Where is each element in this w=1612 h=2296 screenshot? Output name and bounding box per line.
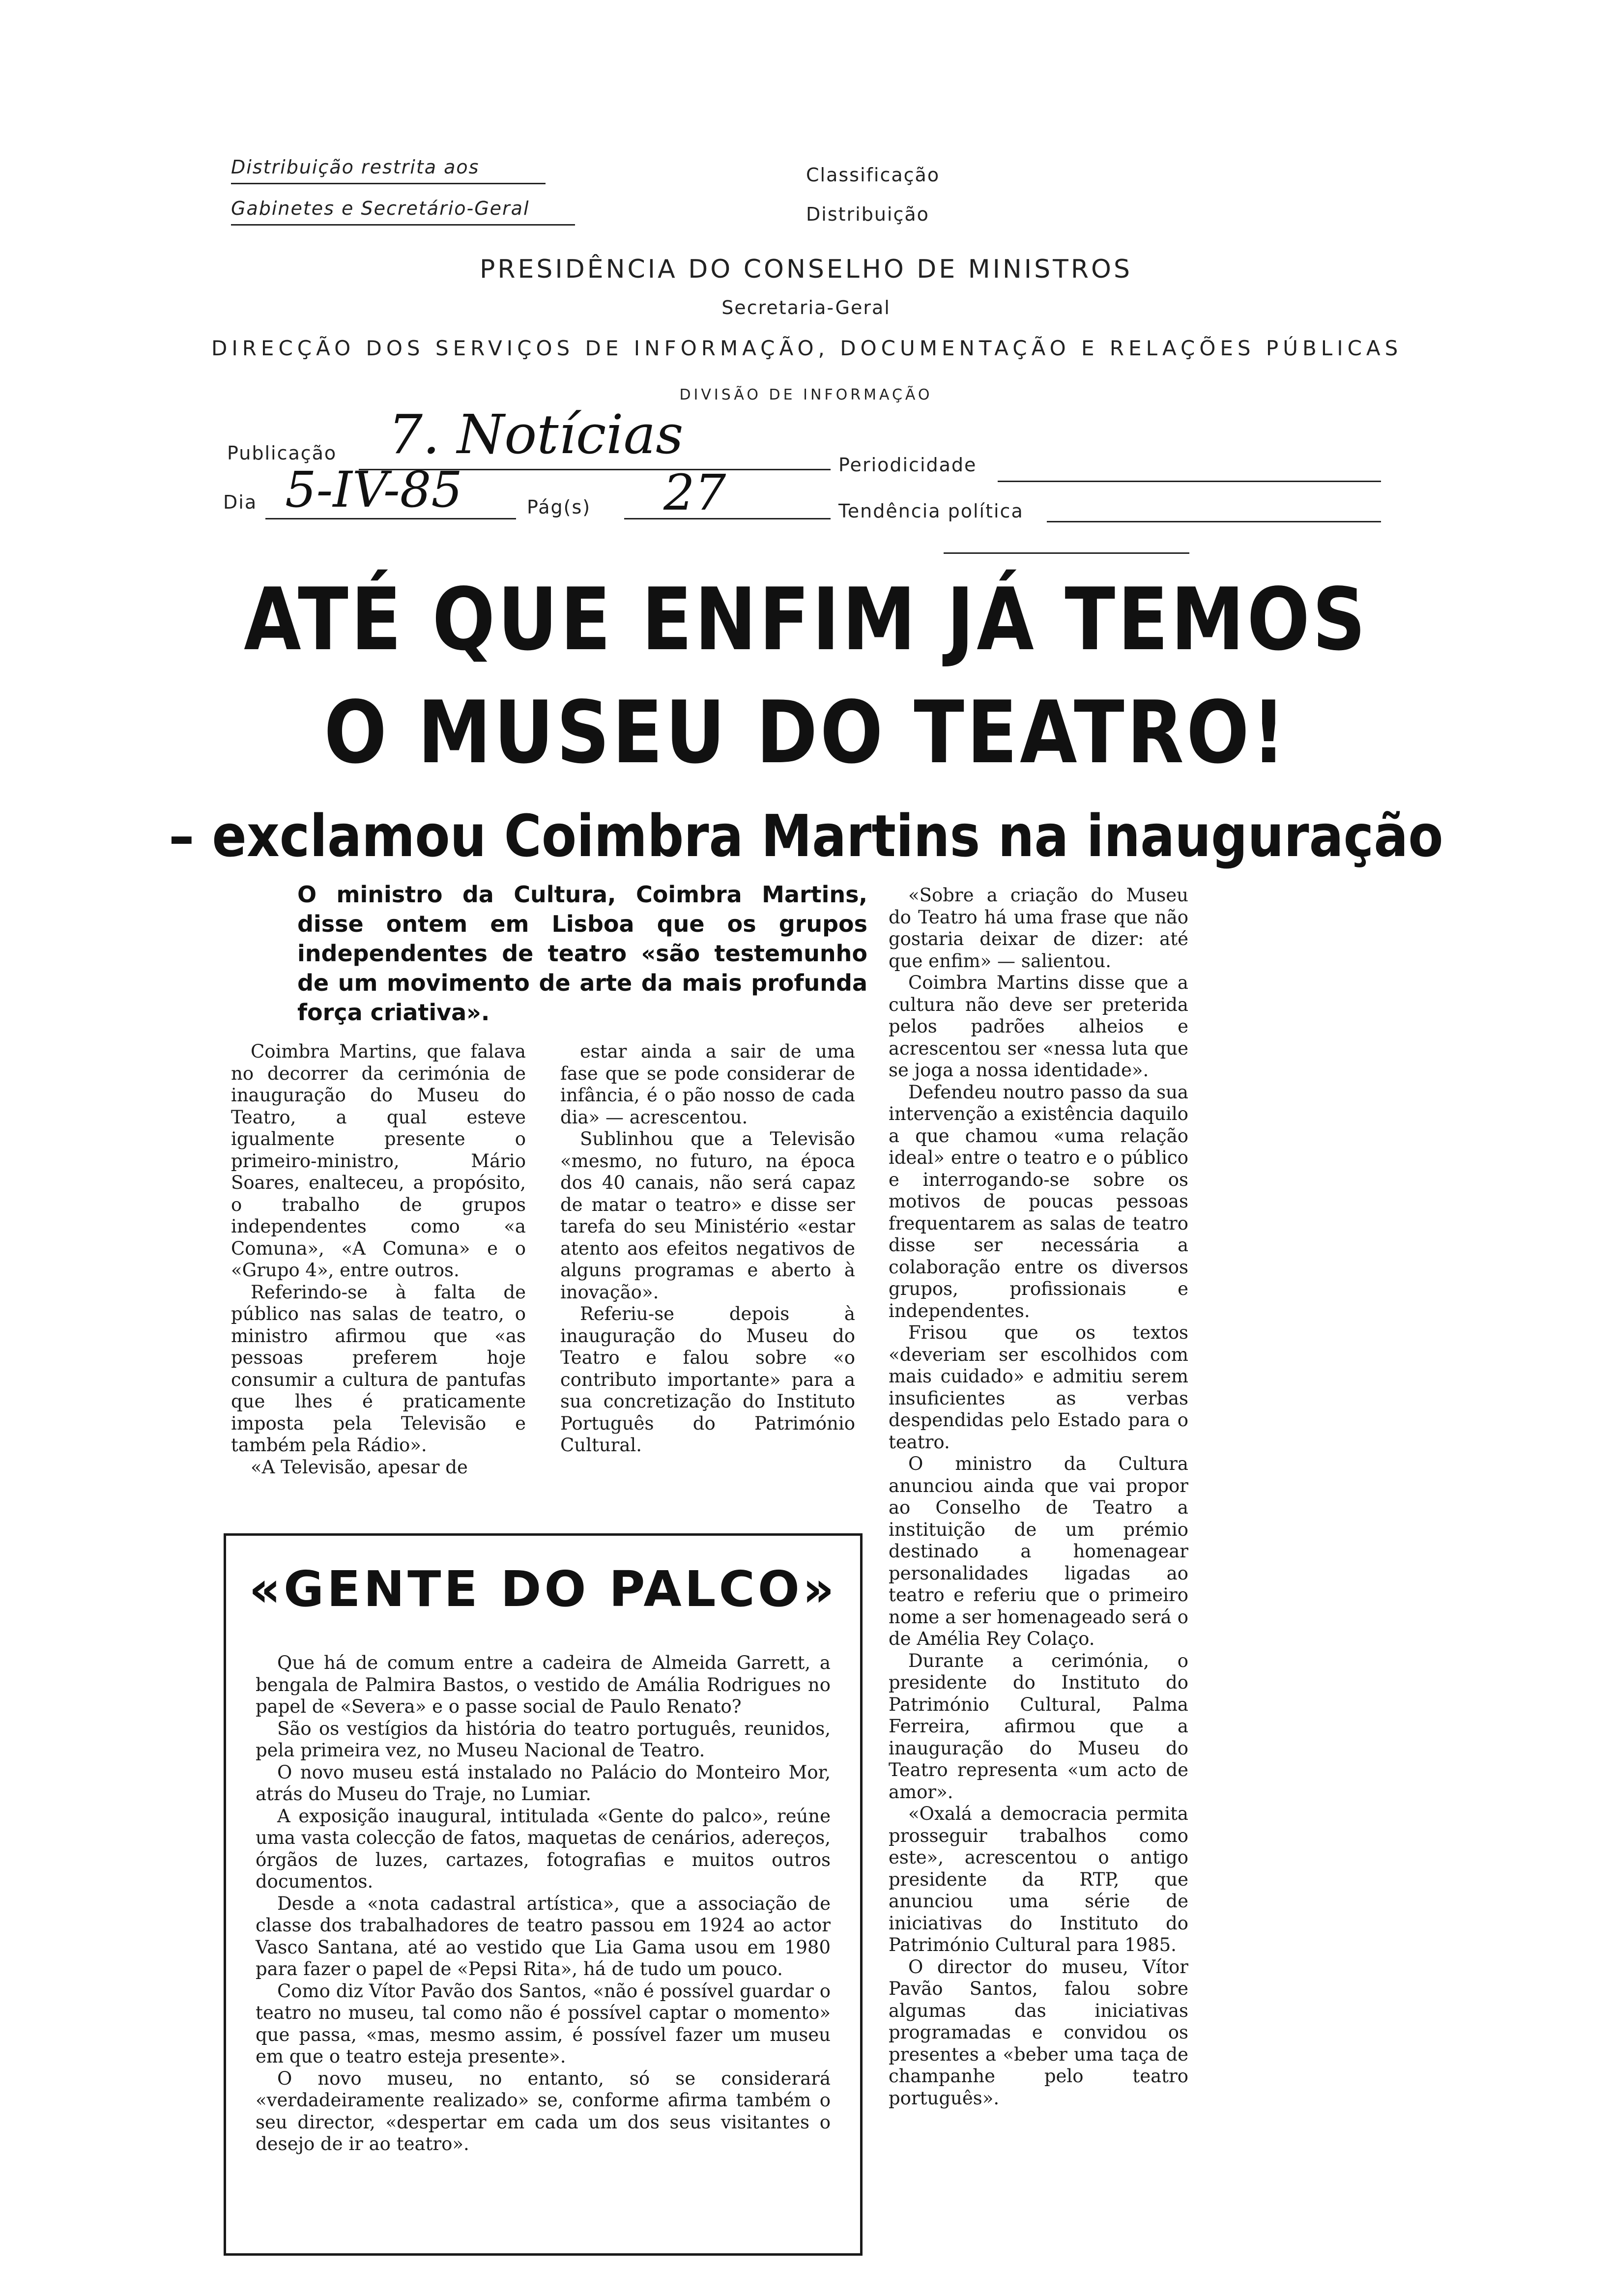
column-paragraph: Frisou que os textos «deveriam ser escolhidos com mais cuidado» e admitiu serem insuficientes as verbas despendidas pelo Estado para o teatro. [889, 1322, 1188, 1453]
pages-value: 27 [663, 464, 726, 521]
divider [944, 552, 1189, 554]
publication-label: Publicação [227, 442, 337, 464]
distribution-label: Distribuição [806, 203, 929, 225]
divider [231, 183, 546, 184]
institution-title: PRESIDÊNCIA DO CONSELHO DE MINISTROS [480, 255, 1132, 284]
sidebar-paragraph: Como diz Vítor Pavão dos Santos, «não é possível guardar o teatro no museu, tal como não é possível captar o momento» que passa, «mas, mesmo assim, é possível fazer um museu em que o teatro esteja presente». [256, 1980, 831, 2067]
sidebar-box [224, 1533, 863, 2256]
column-paragraph: «Sobre a criação do Museu do Teatro há uma frase que não gostaria deixar de dizer: até que enfim» — salientou. [889, 885, 1188, 972]
subheadline-text: – exclamou Coimbra Martins na inauguração [169, 802, 1443, 870]
sidebar-paragraph: A exposição inaugural, intitulada «Gente do palco», reúne uma vasta colecção de fatos, maquetas de cenários, adereços, órgãos de luzes, cartazes, fotografias e muitos outros documentos. [256, 1805, 831, 1892]
day-label: Dia [223, 491, 258, 513]
day-value: 5-IV-85 [285, 461, 462, 518]
column-paragraph: «Oxalá a democracia permita prosseguir trabalhos como este», acrescentou o antigo presidente da RTP, que anunciou uma série de iniciativas do Instituto do Património Cultural para 1985. [889, 1803, 1188, 1955]
publication-value: 7. Notícias [388, 403, 684, 466]
column-paragraph: O ministro da Cultura anunciou ainda que vai propor ao Conselho de Teatro a instituição de um prémio destinado a homenagear personalidades ligadas ao teatro e referiu que o primeiro nome a ser homenageado será o de Amélia Rey Colaço. [889, 1453, 1188, 1649]
sidebar-paragraph: O novo museu está instalado no Palácio do Monteiro Mor, atrás do Museu do Traje, no Lumiar. [256, 1761, 831, 1805]
column-paragraph: estar ainda a sair de uma fase que se pode considerar de infância, é o pão nosso de cada dia» — acrescentou. [560, 1041, 855, 1128]
sidebar-paragraph: O novo museu, no entanto, só se considerará «verdadeiramente realizado» se, conforme afirma também o seu director, «despertar em cada um dos seus visitantes o desejo de ir ao teatro». [256, 2067, 831, 2154]
column-paragraph: Referiu-se depois à inauguração do Museu do Teatro e falou sobre «o contributo importante» para a sua concretização do Instituto Português do Património Cultural. [560, 1303, 855, 1456]
lead-paragraph: O ministro da Cultura, Coimbra Martins, disse ontem em Lisboa que os grupos independentes de teatro «são testemunho de um movimento de arte da mais profunda força criativa». [297, 881, 867, 1026]
division: DIVISÃO DE INFORMAÇÃO [679, 386, 933, 403]
subheadline [0, 802, 1612, 870]
secretariat: Secretaria-Geral [721, 297, 891, 318]
political-tendency-label: Tendência política [838, 500, 1024, 522]
column-paragraph: Referindo-se à falta de público nas salas de teatro, o ministro afirmou que «as pessoas preferem hoje consumir a cultura de pantufas que lhes é praticamente imposta pela Televisão e também pela Rádio». [231, 1281, 526, 1456]
headline [0, 570, 1612, 670]
column-paragraph: Defendeu noutro passo da sua intervenção a existência daquilo a que chamou «uma relação ideal» entre o teatro e o público e interrogando-se sobre os motivos de poucas pessoas frequentarem as salas de teatro disse ser necessária a colaboração entre os diversos grupos, profissionais e independentes. [889, 1081, 1188, 1321]
sidebar-paragraph: Que há de comum entre a cadeira de Almeida Garrett, a bengala de Palmira Bastos, o vestido de Amália Rodrigues no papel de «Severa» e o passe social de Paulo Renato? [256, 1652, 831, 1717]
column-paragraph: «A Televisão, apesar de [251, 1456, 468, 1478]
periodicity-label: Periodicidade [838, 454, 977, 476]
political-tendency-line [1047, 521, 1381, 522]
column-paragraph: Coimbra Martins, que falava no decorrer da cerimónia de inauguração do Museu do Teatro, a qual esteve igualmente presente o primeiro-ministro, Mário Soares, enalteceu, a propósito, o trabalho de grupos independentes como «a Comuna», «A Comuna» e o «Grupo 4», entre outros. [231, 1041, 526, 1281]
column-paragraph: O director do museu, Vítor Pavão Santos, falou sobre algumas das iniciativas programadas e convidou os presentes a «beber uma taça de champanhe pelo teatro português». [889, 1956, 1188, 2109]
pages-line [624, 518, 831, 519]
directorate: DIRECÇÃO DOS SERVIÇOS DE INFORMAÇÃO, DOCUMENTAÇÃO E RELAÇÕES PÚBLICAS [211, 336, 1403, 360]
column-paragraph: Sublinhou que a Televisão «mesmo, no futuro, na época dos 40 canais, não será capaz de matar o teatro» e disse ser tarefa do seu Ministério «estar atento aos efeitos negativos de alguns programas e aberto à inovação». [560, 1128, 855, 1303]
divider [231, 224, 575, 226]
distribution-restricted: Distribuição restrita aos [231, 156, 480, 178]
article-column-2 [560, 1041, 855, 1457]
sidebar-body [256, 1652, 831, 2155]
distribution-recipients: Gabinetes e Secretário-Geral [231, 198, 530, 219]
classification-label: Classificação [806, 164, 940, 186]
sidebar-paragraph: São os vestígios da história do teatro português, reunidos, pela primeira vez, no Museu Nacional de Teatro. [256, 1718, 831, 1761]
article-column-1 [231, 1041, 526, 1478]
sidebar-title: «GENTE DO PALCO» [249, 1560, 837, 1618]
headline-2 [0, 683, 1612, 783]
sidebar-paragraph: Desde a «nota cadastral artística», que a associação de classe dos trabalhadores de teatro passou em 1924 ao actor Vasco Santana, até ao vestido que Lia Gama usou em 1980 para fazer o papel de «Pepsi Rita», há de tudo um pouco. [256, 1893, 831, 1980]
headline-line-1: ATÉ QUE ENFIM JÁ TEMOS [244, 570, 1368, 670]
periodicity-line [998, 481, 1381, 482]
article-column-3 [889, 885, 1188, 2109]
pages-label: Pág(s) [527, 496, 591, 518]
column-paragraph: Coimbra Martins disse que a cultura não deve ser preterida pelos padrões alheios e acrescentou ser «nessa luta que se joga a nossa identidade». [889, 972, 1188, 1081]
column-paragraph: Durante a cerimónia, o presidente do Instituto do Património Cultural, Palma Ferreira, afirmou que a inauguração do Museu do Teatro representa «um acto de amor». [889, 1650, 1188, 1803]
headline-line-2: O MUSEU DO TEATRO! [324, 683, 1288, 783]
